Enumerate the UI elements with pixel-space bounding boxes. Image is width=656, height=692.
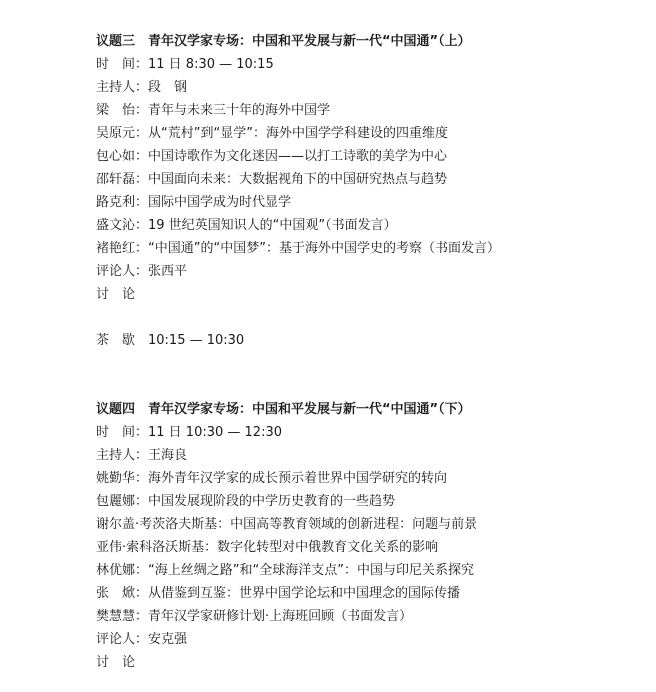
session3-title: 议题三 青年汉学家专场：中国和平发展与新一代“中国通”（上） — [96, 34, 471, 49]
session3-speaker: 盛文沁：19 世纪英国知识人的“中国观”（书面发言） — [96, 218, 397, 233]
session3-speaker: 路克利：国际中国学成为时代显学 — [96, 195, 292, 210]
session4-speaker: 亚伟·索科洛沃斯基：数字化转型对中俄教育文化关系的影响 — [96, 540, 439, 555]
session3-commentator: 评论人：张西平 — [96, 264, 188, 279]
session3-discussion: 讨 论 — [96, 287, 136, 302]
program-page — [96, 30, 636, 674]
session4-speaker: 樊慧慧：青年汉学家研修计划·上海班回顾（书面发言） — [96, 609, 413, 624]
session4-speaker: 包麗娜：中国发展现阶段的中学历史教育的一些趋势 — [96, 494, 396, 509]
tea-break: 茶 歇 10:15 — 10:30 — [96, 333, 245, 348]
session3-time: 时 间：11 日 8:30 — 10:15 — [96, 57, 274, 72]
session4-discussion: 讨 论 — [96, 655, 136, 670]
session4-speaker: 谢尔盖·考茨洛夫斯基：中国高等教育领域的创新进程：问题与前景 — [96, 517, 478, 532]
session3-speaker: 梁 怡：青年与未来三十年的海外中国学 — [96, 103, 331, 118]
session3-speaker: 邵轩磊：中国面向未来：大数据视角下的中国研究热点与趋势 — [96, 172, 448, 187]
session4-speaker: 林优娜：“海上丝绸之路”和“全球海洋支点”：中国与印尼关系探究 — [96, 563, 474, 578]
session4-speaker: 张 焮：从借鉴到互鉴：世界中国学论坛和中国理念的国际传播 — [96, 586, 461, 601]
session3-speaker: 褚艳红：“中国通”的“中国梦”：基于海外中国学史的考察（书面发言） — [96, 241, 500, 256]
session3-speaker: 吴原元：从“荒村”到“显学”：海外中国学学科建设的四重维度 — [96, 126, 448, 141]
session3-host: 主持人：段 钢 — [96, 80, 188, 95]
session3-speaker: 包心如：中国诗歌作为文化迷因——以打工诗歌的美学为中心 — [96, 149, 448, 164]
session4-time: 时 间：11 日 10:30 — 12:30 — [96, 425, 282, 440]
session4-title: 议题四 青年汉学家专场：中国和平发展与新一代“中国通”（下） — [96, 402, 471, 417]
session4-speaker: 姚勤华：海外青年汉学家的成长预示着世界中国学研究的转向 — [96, 471, 448, 486]
session4-host: 主持人：王海良 — [96, 448, 188, 463]
session4-commentator: 评论人：安克强 — [96, 632, 188, 647]
